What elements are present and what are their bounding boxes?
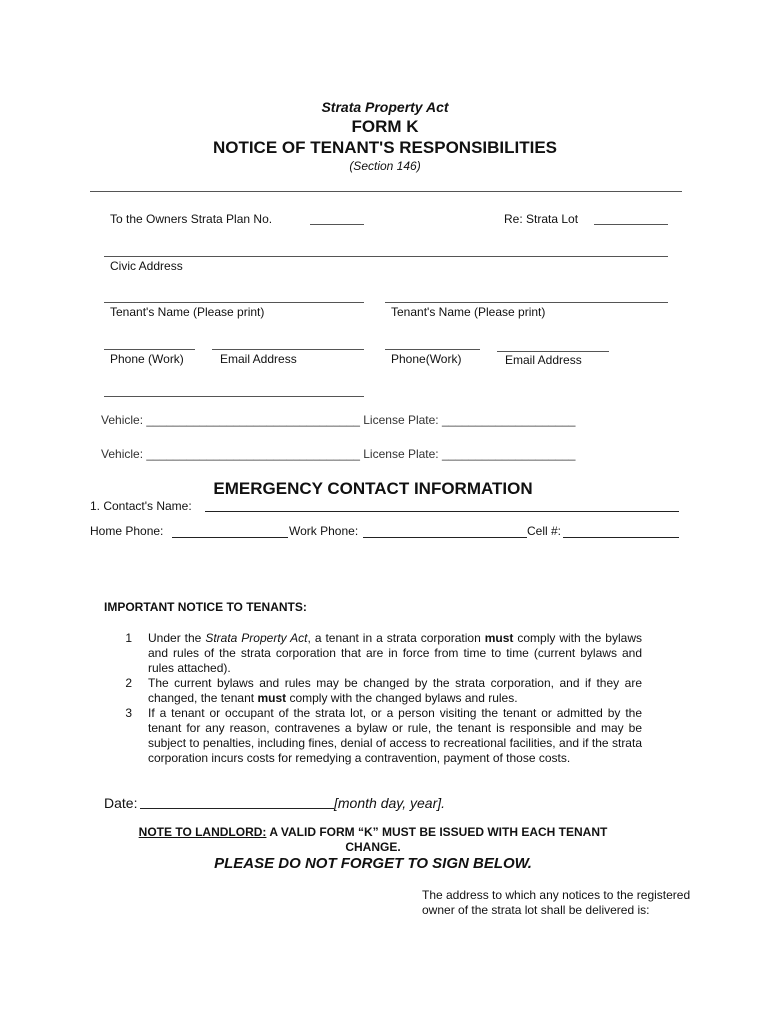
civic-address-field[interactable] bbox=[104, 256, 668, 257]
email-1-field[interactable] bbox=[212, 349, 364, 350]
civic-address-label: Civic Address bbox=[110, 259, 183, 273]
notice-item-3-number: 3 bbox=[125, 706, 132, 720]
cell-field[interactable] bbox=[563, 537, 679, 538]
landlord-note: NOTE TO LANDLORD: A VALID FORM “K” MUST BE ISSUED WITH EACH TENANT CHANGE. bbox=[138, 825, 608, 854]
act-title: Strata Property Act bbox=[321, 99, 449, 115]
tenant-name-1-field[interactable] bbox=[104, 302, 364, 303]
vehicle-1-line[interactable]: Vehicle: ________________________________ License Plate: ____________________ bbox=[101, 413, 576, 427]
home-phone-field[interactable] bbox=[172, 537, 288, 538]
phone-work-2-label: Phone(Work) bbox=[391, 352, 462, 366]
strata-lot-field[interactable] bbox=[594, 224, 668, 225]
section-reference: (Section 146) bbox=[349, 159, 421, 173]
notice-title: NOTICE OF TENANT'S RESPONSIBILITIES bbox=[212, 138, 558, 157]
phone-work-1-field[interactable] bbox=[104, 349, 195, 350]
home-phone-label: Home Phone: bbox=[90, 524, 164, 538]
cell-label: Cell #: bbox=[527, 524, 562, 538]
phone-work-2-field[interactable] bbox=[385, 349, 480, 350]
vehicle-2-line[interactable]: Vehicle: ________________________________ License Plate: ____________________ bbox=[101, 447, 576, 461]
date-label: Date: bbox=[104, 795, 138, 811]
owners-plan-field[interactable] bbox=[310, 224, 364, 225]
emergency-contact-title: EMERGENCY CONTACT INFORMATION bbox=[213, 479, 533, 498]
extra-blank-field[interactable] bbox=[104, 396, 364, 397]
notice-item-2-number: 2 bbox=[125, 676, 132, 690]
tenant-name-2-field[interactable] bbox=[385, 302, 668, 303]
strata-lot-label: Re: Strata Lot bbox=[504, 212, 579, 226]
owners-plan-label: To the Owners Strata Plan No. bbox=[110, 212, 273, 226]
email-2-label: Email Address bbox=[505, 353, 582, 367]
notice-item-1: Under the Strata Property Act, a tenant in a strata corporation must comply with the bylaws and rules of the strata corporation that are in force from time to time (current bylaws and rules attached). bbox=[148, 631, 642, 675]
form-title: FORM K bbox=[351, 117, 419, 136]
tenant-name-2-label: Tenant's Name (Please print) bbox=[391, 305, 546, 319]
date-format-hint: [month day, year]. bbox=[334, 795, 446, 811]
date-field[interactable] bbox=[140, 808, 334, 809]
email-1-label: Email Address bbox=[220, 352, 297, 366]
contact-name-label: 1. Contact's Name: bbox=[90, 499, 192, 513]
work-phone-field[interactable] bbox=[363, 537, 527, 538]
address-note: The address to which any notices to the registered owner of the strata lot shall be delivered is: bbox=[422, 888, 691, 917]
email-2-field[interactable] bbox=[497, 351, 609, 352]
notice-item-2: The current bylaws and rules may be changed by the strata corporation, and if they are changed, the tenant must comply with the changed bylaws and rules. bbox=[148, 676, 642, 705]
work-phone-label: Work Phone: bbox=[289, 524, 359, 538]
notice-item-1-number: 1 bbox=[125, 631, 132, 645]
header-divider bbox=[90, 191, 682, 192]
contact-name-field[interactable] bbox=[205, 511, 679, 512]
phone-work-1-label: Phone (Work) bbox=[110, 352, 184, 366]
tenant-name-1-label: Tenant's Name (Please print) bbox=[110, 305, 265, 319]
notice-item-3: If a tenant or occupant of the strata lot, or a person visiting the tenant or admitted by the tenant for any reason, contravenes a bylaw or rule, the tenant is responsible and may be subject to penalties, including fines, denial of access to recreational facilities, and if the strata corporation incurs costs for remedying a contravention, payment of those costs. bbox=[148, 706, 642, 765]
important-notice-title: IMPORTANT NOTICE TO TENANTS: bbox=[104, 600, 307, 614]
sign-reminder: PLEASE DO NOT FORGET TO SIGN BELOW. bbox=[214, 855, 532, 872]
